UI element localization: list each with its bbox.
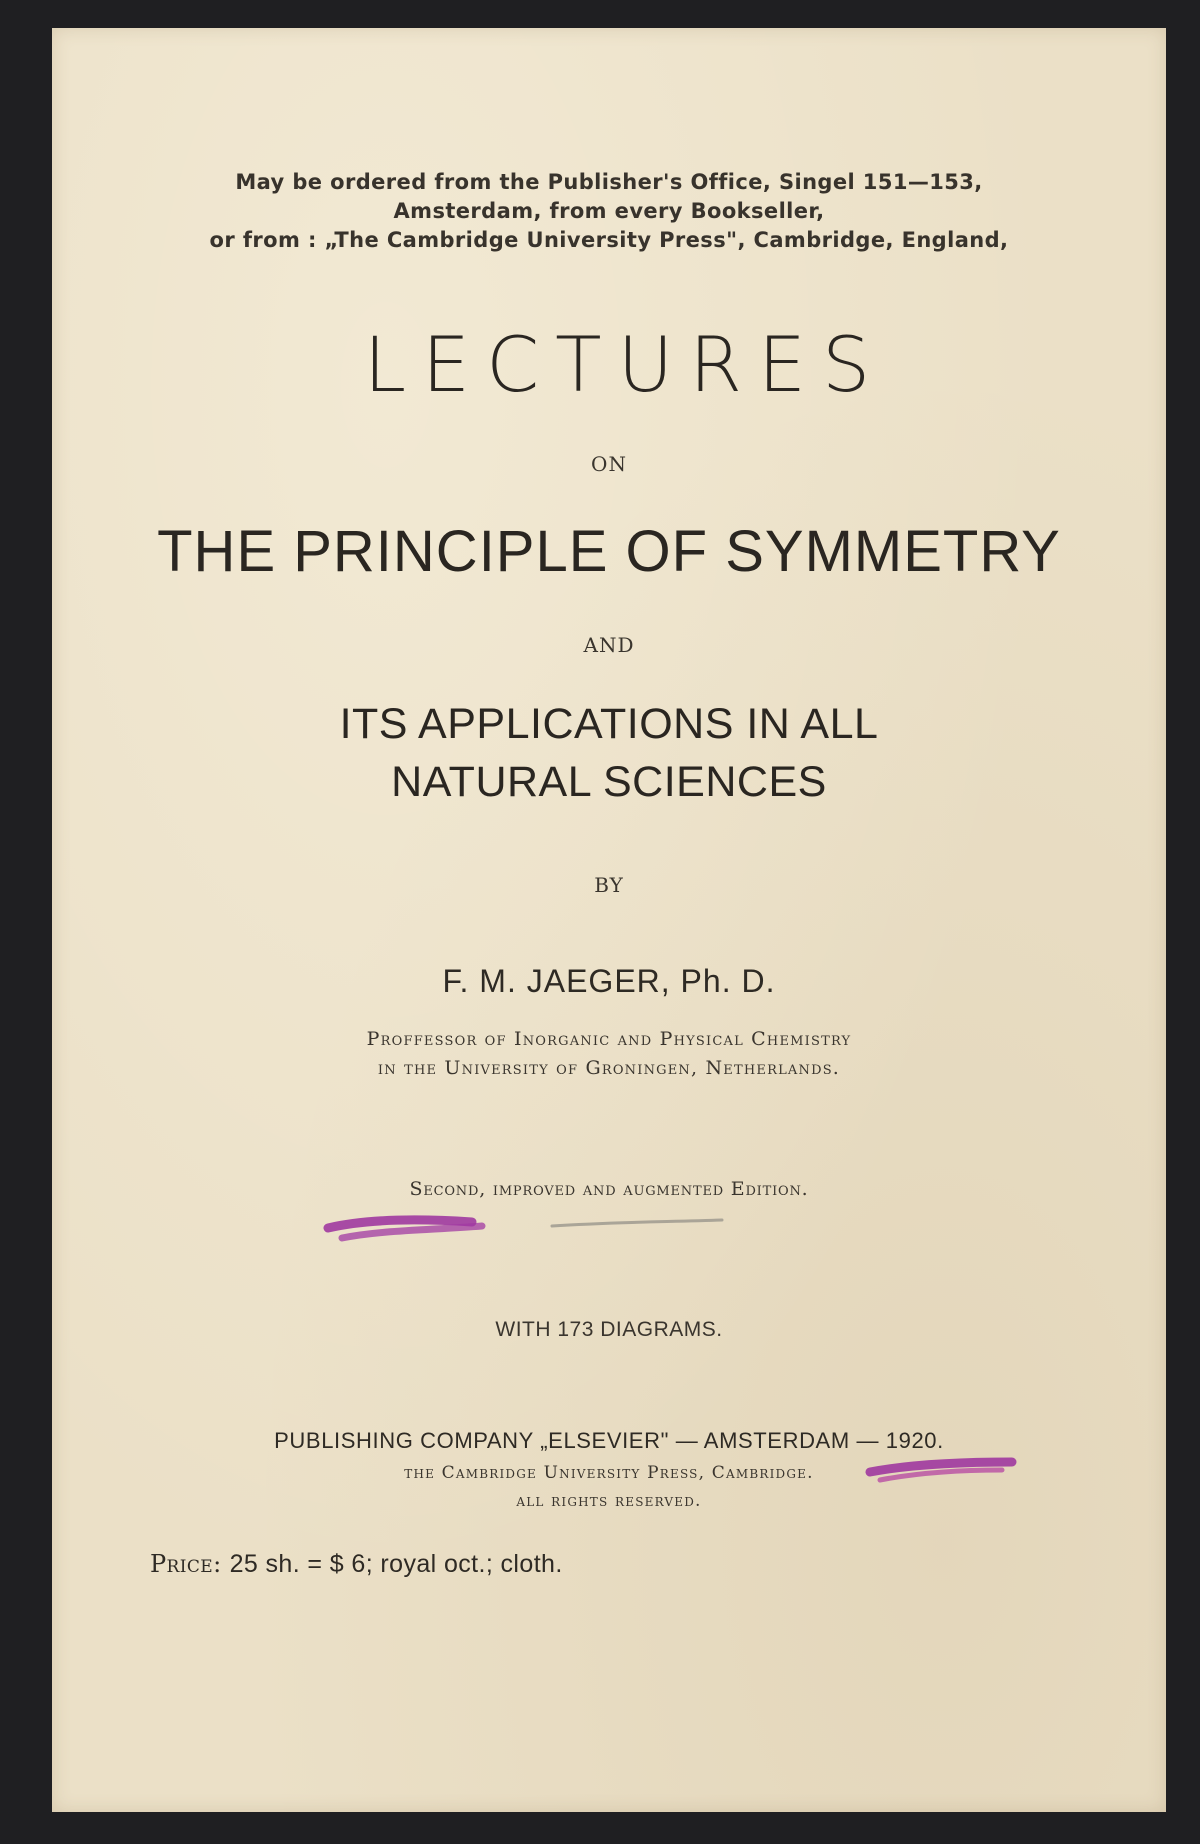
publisher-imprint: PUBLISHING COMPANY „ELSEVIER" — AMSTERDAM — 1920.: [274, 1428, 944, 1453]
diagrams-count: WITH 173 DIAGRAMS.: [495, 1318, 723, 1341]
title-applications-line-1: ITS APPLICATIONS IN ALL: [339, 700, 879, 748]
order-note-line-1: May be ordered from the Publisher's Office, Singel 151—153,: [235, 170, 983, 194]
author-affiliation-line-1: Proffessor of Inorganic and Physical Chemistry: [366, 1028, 852, 1050]
purple-marker-stroke-2: [342, 1226, 482, 1238]
price-label: Price:: [150, 1550, 222, 1578]
price-value: 25 sh. = $ 6; royal oct.; cloth.: [229, 1550, 563, 1578]
title-on: ON: [591, 452, 627, 476]
order-note-line-2: Amsterdam, from every Bookseller,: [393, 199, 825, 223]
marker-underline-year: [862, 1448, 1022, 1488]
order-note-line-3: or from : „The Cambridge University Press", Cambridge, England,: [209, 228, 1009, 252]
pencil-underline-stroke: [552, 1220, 722, 1226]
byline-by: BY: [594, 873, 624, 897]
author-name: F. M. JAEGER, Ph. D.: [442, 963, 776, 999]
cambridge-press-line: the Cambridge University Press, Cambridge.: [404, 1463, 814, 1483]
edition-statement: Second, improved and augmented Edition.: [409, 1178, 809, 1200]
marker-underline-edition: [322, 1200, 742, 1250]
author-affiliation-line-2: in the University of Groningen, Netherlands.: [377, 1057, 841, 1079]
title-and: AND: [583, 633, 635, 657]
rights-reserved: all rights reserved.: [516, 1491, 702, 1511]
title-applications-line-2: NATURAL SCIENCES: [391, 758, 827, 806]
title-page: [52, 28, 1166, 1812]
title-lectures: LECTURES: [363, 320, 887, 409]
title-principle-of-symmetry: THE PRINCIPLE OF SYMMETRY: [157, 519, 1061, 584]
price-line: [150, 1550, 563, 1579]
